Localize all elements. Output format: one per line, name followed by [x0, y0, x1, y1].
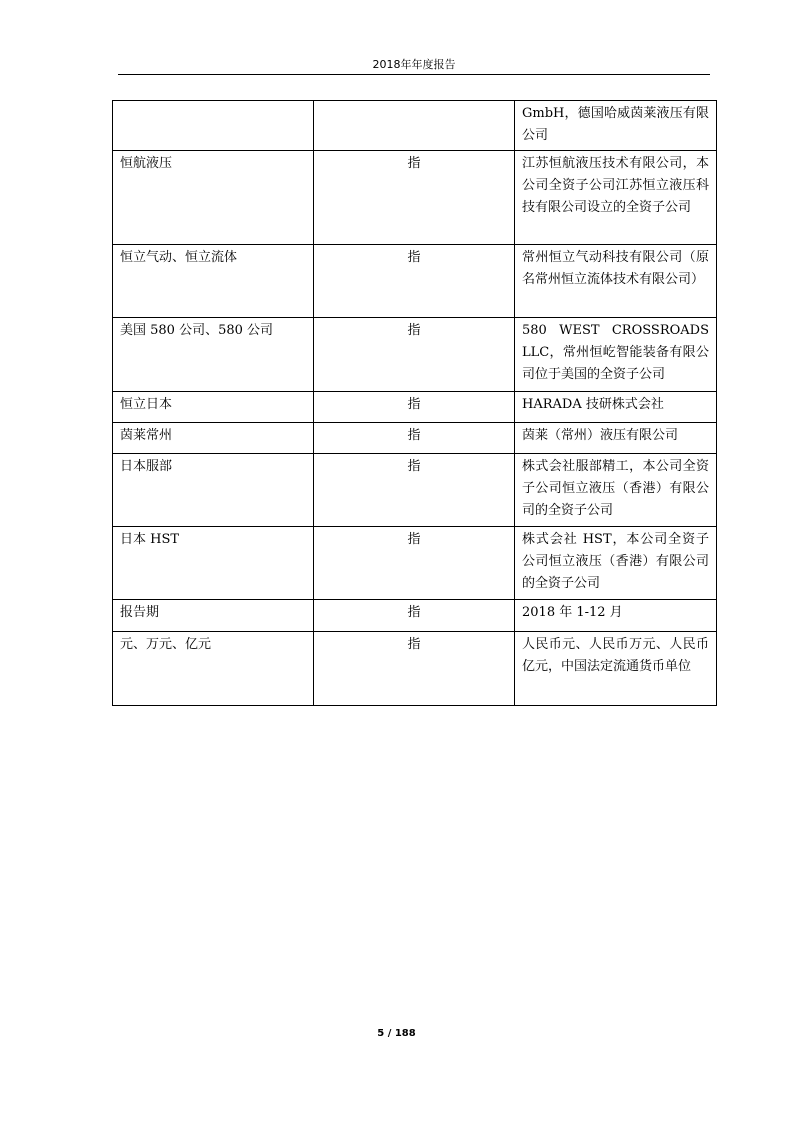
term-cell: 元、万元、亿元 — [113, 632, 314, 706]
definition-cell: HARADA 技研株式会社 — [515, 392, 717, 423]
table-row — [113, 151, 717, 245]
definition-cell: 2018 年 1-12 月 — [515, 600, 717, 632]
table-row — [113, 423, 717, 454]
table-row — [113, 454, 717, 527]
table-row — [113, 101, 717, 151]
connector-cell: 指 — [314, 600, 515, 632]
definition-cell: GmbH，德国哈威茵莱液压有限公司 — [515, 101, 717, 151]
table-row — [113, 245, 717, 318]
connector-cell — [314, 101, 515, 151]
term-cell: 恒立气动、恒立流体 — [113, 245, 314, 318]
connector-cell: 指 — [314, 454, 515, 527]
term-cell: 日本 HST — [113, 527, 314, 600]
definition-cell: 株式会社服部精工，本公司全资子公司恒立液压（香港）有限公司的全资子公司 — [515, 454, 717, 527]
connector-cell: 指 — [314, 245, 515, 318]
table-row — [113, 632, 717, 706]
connector-cell: 指 — [314, 527, 515, 600]
table-row — [113, 600, 717, 632]
table-row — [113, 318, 717, 392]
definition-cell: 江苏恒航液压技术有限公司，本公司全资子公司江苏恒立液压科技有限公司设立的全资子公司 — [515, 151, 717, 245]
definition-cell: 株式会社 HST，本公司全资子公司恒立液压（香港）有限公司的全资子公司 — [515, 527, 717, 600]
term-cell: 日本服部 — [113, 454, 314, 527]
term-cell: 美国 580 公司、580 公司 — [113, 318, 314, 392]
page-number: 5 / 188 — [377, 1028, 416, 1039]
table-row — [113, 392, 717, 423]
definition-cell: 580 WEST CROSSROADS LLC，常州恒屹智能装备有限公司位于美国的全资子公司 — [515, 318, 717, 392]
definition-cell: 茵莱（常州）液压有限公司 — [515, 423, 717, 454]
term-cell: 恒立日本 — [113, 392, 314, 423]
term-cell — [113, 101, 314, 151]
connector-cell: 指 — [314, 151, 515, 245]
connector-cell: 指 — [314, 632, 515, 706]
header-rule — [118, 74, 710, 75]
term-cell: 报告期 — [113, 600, 314, 632]
page-header: 2018年年度报告 — [372, 58, 456, 71]
term-cell: 恒航液压 — [113, 151, 314, 245]
connector-cell: 指 — [314, 392, 515, 423]
term-cell: 茵莱常州 — [113, 423, 314, 454]
definition-cell: 人民币元、人民币万元、人民币亿元，中国法定流通货币单位 — [515, 632, 717, 706]
table-row — [113, 527, 717, 600]
definition-cell: 常州恒立气动科技有限公司（原名常州恒立流体技术有限公司） — [515, 245, 717, 318]
definitions-table — [112, 100, 717, 706]
connector-cell: 指 — [314, 318, 515, 392]
connector-cell: 指 — [314, 423, 515, 454]
